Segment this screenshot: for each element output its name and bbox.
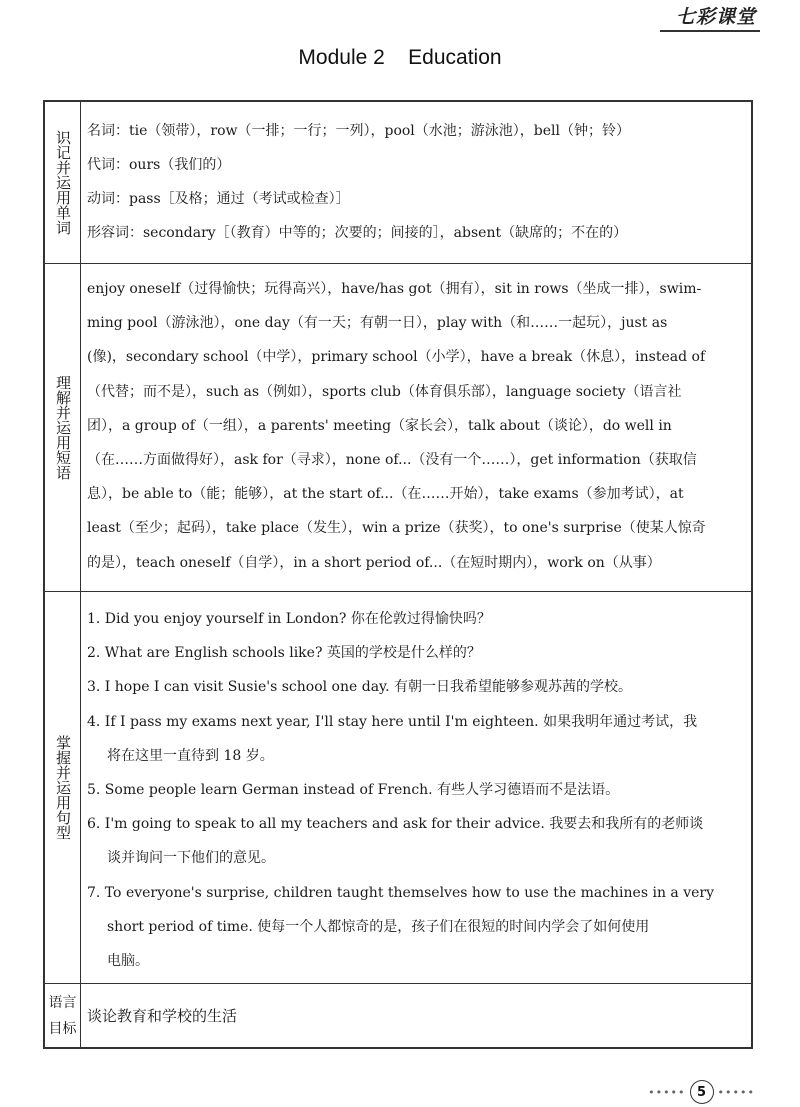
- phrase-line: 息），be able to（能；能够），at the start of...（在……开始），take exams（参加考试），at: [87, 486, 684, 503]
- section-label-sentences: 掌握并运用句型: [54, 735, 72, 840]
- study-table: [43, 100, 753, 1049]
- sentence-line: short period of time. 使每一个人都惊奇的是，孩子们在很短的时间内学会了如何使用: [107, 918, 650, 935]
- brand-underline: [660, 30, 760, 32]
- vocab-line: 名词：tie（领带），row（一排；一行；一列），pool（水池；游泳池），bell（钟；铃）: [87, 123, 630, 139]
- sentence-line: 5. Some people learn German instead of French. 有些人学习德语而不是法语。: [87, 782, 620, 799]
- goal-text: 谈论教育和学校的生活: [87, 1007, 238, 1025]
- phrase-line: （代替；而不是），such as（例如），sports club（体育俱乐部），language society（语言社: [87, 383, 682, 400]
- vocab-line: 动词：pass［及格；通过（考试或检查）］: [87, 191, 350, 207]
- section-label-words: 识记并运用单词: [54, 130, 72, 235]
- sentence-line: 谈并询问一下他们的意见。: [107, 850, 275, 867]
- section-label-goal: 语言 目标: [48, 994, 77, 1037]
- section-words: [45, 102, 751, 264]
- sentence-line: 6. I'm going to speak to all my teachers and ask for their advice. 我要去和我所有的老师谈: [87, 816, 704, 833]
- page-number-circle: 5: [690, 1080, 714, 1104]
- brand-logo: 七彩课堂: [675, 6, 756, 28]
- phrase-line: (像)，secondary school（中学），primary school（小学），have a break（休息），instead of: [87, 349, 706, 366]
- dots-decoration: •••••: [648, 1085, 686, 1099]
- page-number: [648, 1080, 755, 1104]
- phrase-line: （在……方面做得好），ask for（寻求），none of...（没有一个……），get information（获取信: [87, 452, 697, 469]
- page-title: Module 2 Education: [298, 46, 502, 69]
- sentence-line: 4. If I pass my exams next year, I'll stay here until I'm eighteen. 如果我明年通过考试，我: [87, 713, 698, 730]
- sentence-line: 7. To everyone's surprise, children taught themselves how to use the machines in a very: [87, 884, 714, 901]
- vocab-line: 形容词：secondary［（教育）中等的；次要的；间接的］，absent（缺席的；不在的）: [87, 225, 628, 241]
- phrase-line: 团），a group of（一组），a parents' meeting（家长会），talk about（谈论），do well in: [87, 417, 672, 434]
- sentence-line: 电脑。: [107, 953, 149, 970]
- phrase-line: 的是），teach oneself（自学），in a short period of...（在短时期内），work on（从事）: [87, 554, 661, 571]
- section-phrases: [45, 264, 751, 592]
- section-label-phrases: 理解并运用短语: [54, 375, 72, 480]
- phrase-line: least（至少；起码），take place（发生），win a prize（获奖），to one's surprise（使某人惊奇: [87, 520, 706, 537]
- phrase-line: enjoy oneself（过得愉快；玩得高兴），have/has got（拥有），sit in rows（坐成一排），swim-: [87, 281, 702, 297]
- vocab-line: 代词：ours（我们的）: [87, 157, 231, 173]
- sentence-line: 3. I hope I can visit Susie's school one day. 有朝一日我希望能够参观苏茜的学校。: [87, 679, 632, 696]
- section-sentences: [45, 592, 751, 984]
- sentence-line: 1. Did you enjoy yourself in London? 你在伦敦过得愉快吗？: [87, 611, 491, 627]
- phrase-line: ming pool（游泳池），one day（有一天；有朝一日），play with（和……一起玩），just as: [87, 315, 668, 332]
- sentence-line: 将在这里一直待到 18 岁。: [107, 747, 274, 764]
- dots-decoration: •••••: [717, 1085, 755, 1099]
- section-goal: [45, 984, 751, 1047]
- sentence-line: 2. What are English schools like? 英国的学校是什么样的？: [87, 645, 481, 662]
